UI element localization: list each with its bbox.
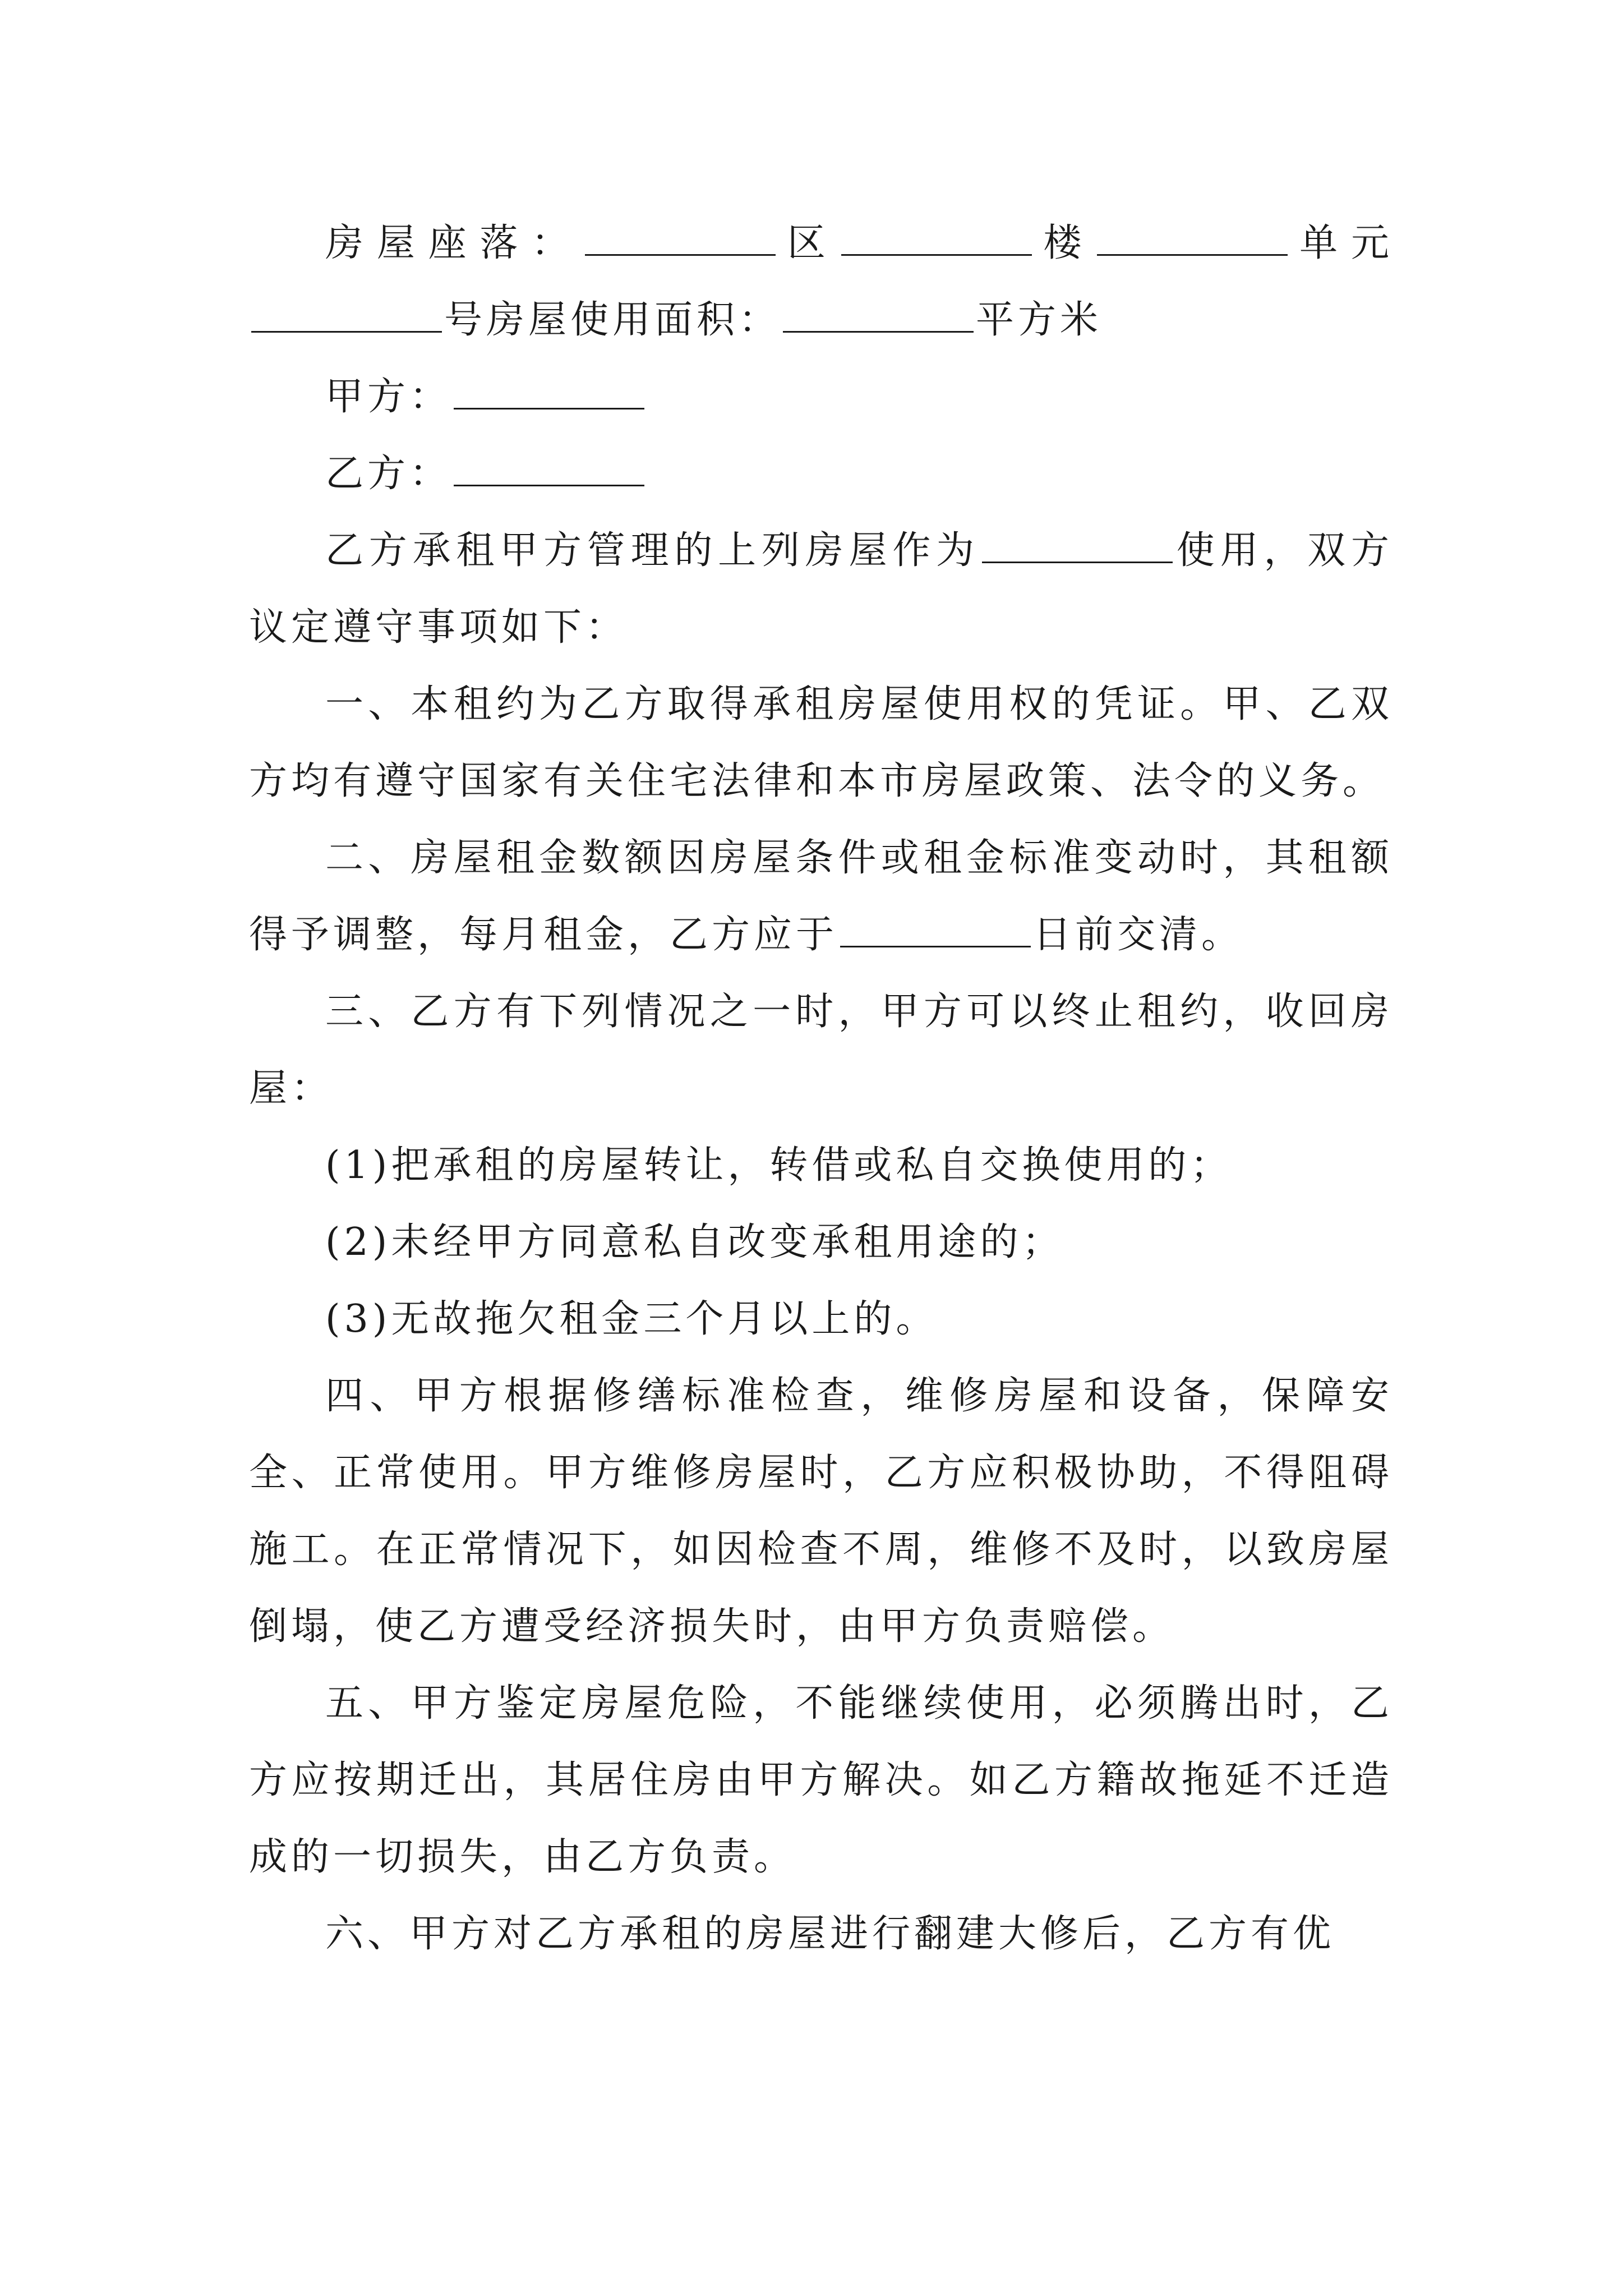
- paragraph-text: 乙方：: [325, 452, 452, 496]
- fill-in-blank[interactable]: [454, 374, 644, 409]
- paragraph-text: 五、甲方鉴定房屋危险，不能继续使用，必须腾出时，乙方应按期迁出，其居住房由甲方解决。如乙方籍故拖延不迁造成的一切损失，由乙方负责。: [249, 1681, 1393, 1879]
- paragraph-text: 号房屋使用面积：: [444, 298, 781, 342]
- fill-in-blank[interactable]: [585, 220, 776, 256]
- paragraph-text: 甲方：: [325, 375, 452, 419]
- fill-in-blank[interactable]: [982, 527, 1173, 563]
- paragraph-clause-3-2: [249, 1204, 1393, 1281]
- paragraph-clause-1: [249, 666, 1393, 820]
- paragraph-text: 三、乙方有下列情况之一时，甲方可以终止租约，收回房屋：: [249, 990, 1393, 1111]
- paragraph-text: 乙方承租甲方管理的上列房屋作为: [325, 528, 980, 573]
- paragraph-text: 使用，双方议定遵守事项如下：: [249, 528, 1393, 650]
- fill-in-blank[interactable]: [783, 297, 974, 333]
- paragraph-text: (2)未经甲方同意私自改变承租用途的；: [325, 1220, 1064, 1264]
- paragraph-text: 房屋座落：: [325, 221, 583, 265]
- paragraph-text: 单元: [1290, 221, 1393, 265]
- paragraph-clause-3: [249, 973, 1393, 1127]
- paragraph-clause-2: [249, 820, 1393, 973]
- paragraph-party-b: [249, 435, 1393, 512]
- paragraph-party-a: [249, 358, 1393, 435]
- paragraph-text: 日前交清。: [1033, 913, 1244, 957]
- fill-in-blank[interactable]: [454, 450, 644, 486]
- paragraph-text: (3)无故拖欠租金三个月以上的。: [325, 1297, 938, 1341]
- paragraph-text: 六、甲方对乙方承租的房屋进行翻建大修后，乙方有优: [325, 1912, 1335, 1956]
- paragraph-clause-3-1: [249, 1127, 1393, 1204]
- paragraph-clause-5: [249, 1665, 1393, 1895]
- fill-in-blank[interactable]: [1097, 220, 1288, 256]
- paragraph-text: 一、本租约为乙方取得承租房屋使用权的凭证。甲、乙双方均有遵守国家有关住宅法律和本市房屋政策、法令的义务。: [249, 682, 1393, 803]
- fill-in-blank[interactable]: [841, 220, 1032, 256]
- paragraph-location: [249, 205, 1393, 358]
- paragraph-clause-3-3: [249, 1281, 1393, 1358]
- paragraph-text: 平方米: [976, 298, 1103, 342]
- paragraph-text: 二、房屋租金数额因房屋条件或租金标准变动时，其租额得予调整，每月租金，乙方应于: [249, 836, 1393, 957]
- paragraph-clause-4: [249, 1358, 1393, 1665]
- paragraph-text: 四、甲方根据修缮标准检查，维修房屋和设备，保障安全、正常使用。甲方维修房屋时，乙方应积极协助，不得阻碍施工。在正常情况下，如因检查不周，维修不及时，以致房屋倒塌，使乙方遭受经济损失时，由甲方负责赔偿。: [249, 1374, 1393, 1649]
- paragraph-text: 楼: [1034, 221, 1095, 265]
- document-body: [249, 205, 1393, 1972]
- paragraph-text: 区: [778, 221, 839, 265]
- fill-in-blank[interactable]: [840, 912, 1031, 947]
- paragraph-clause-6: [249, 1895, 1393, 1972]
- paragraph-intro: [249, 512, 1393, 666]
- paragraph-text: (1)把承租的房屋转让，转借或私自交换使用的；: [325, 1143, 1233, 1188]
- fill-in-blank[interactable]: [251, 297, 442, 333]
